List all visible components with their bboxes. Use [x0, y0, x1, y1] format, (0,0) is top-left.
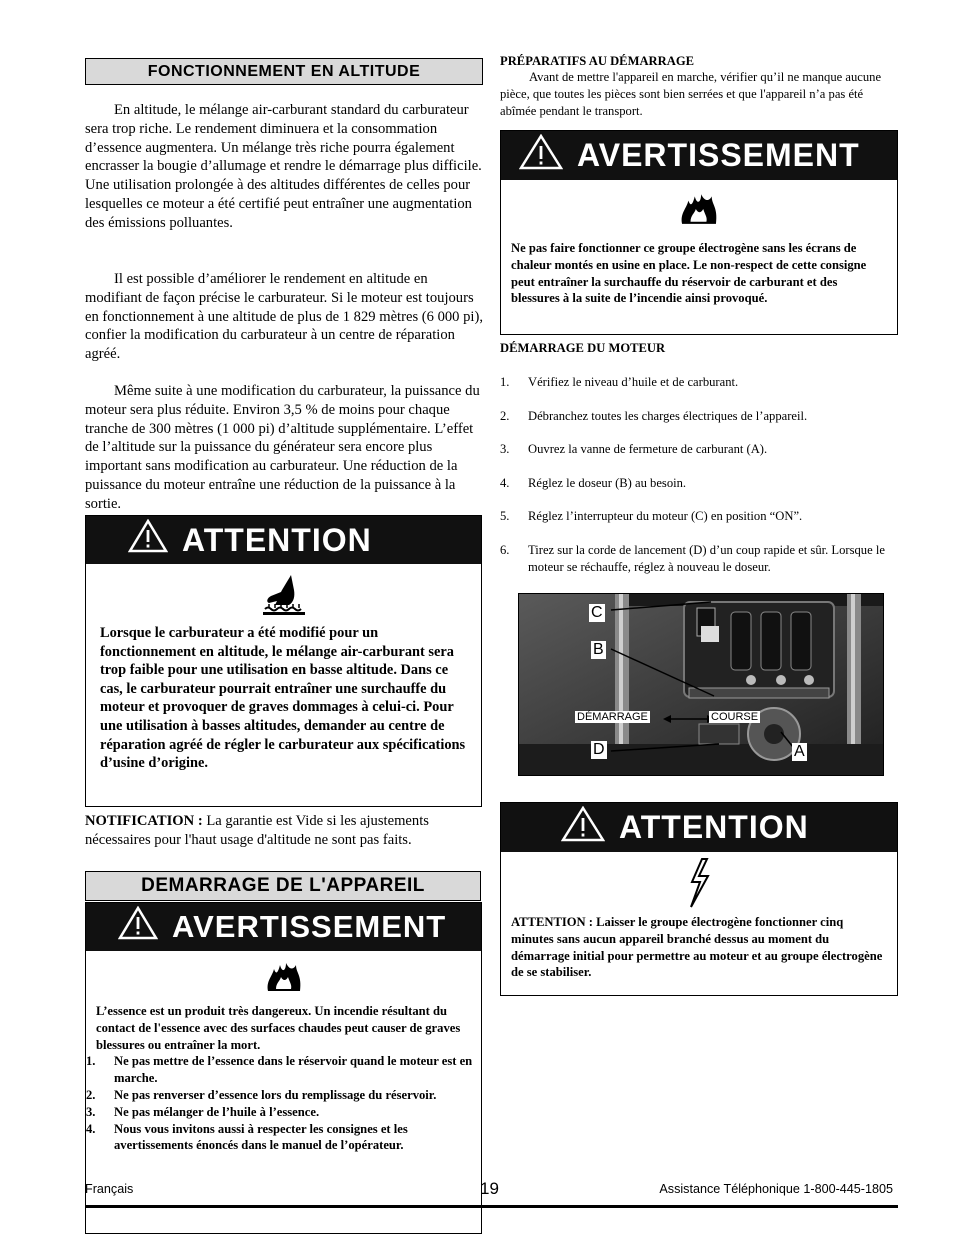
start-step-number: 4.: [500, 475, 510, 490]
attention-box-carburetor: [85, 515, 482, 807]
warning-intro-gasoline: L’essence est un produit très dangereux. Un incendie résultant du contact de l'essence avec des surfaces chaudes peut causer de graves blessures ou entraîner la mort.: [96, 1004, 461, 1052]
warning-list-item: [86, 1121, 481, 1155]
electric-shock-icon: [501, 858, 897, 908]
footer-support-phone: Assistance Téléphonique 1-800-445-1805: [659, 1182, 893, 1196]
warning-banner-right: [501, 131, 897, 180]
warning-triangle-icon: [561, 806, 605, 850]
notification: [85, 812, 483, 850]
start-step-text: Ouvrez la vanne de fermeture de carburant (A).: [528, 442, 768, 456]
start-step: [500, 475, 898, 492]
prep-heading: PRÉPARATIFS AU DÉMARRAGE: [500, 54, 695, 68]
start-step-number: 2.: [500, 408, 510, 423]
start-step: [500, 508, 898, 525]
fire-icon: [501, 190, 897, 226]
start-step: [500, 408, 898, 425]
notification-label: NOTIFICATION :: [85, 813, 203, 829]
warning-title-right: AVERTISSEMENT: [577, 137, 860, 173]
start-step-text: Vérifiez le niveau d’huile et de carburant.: [528, 375, 739, 389]
warning-list-text: Nous vous invitons aussi à respecter les consignes et les avertissements énoncés dans le manuel de l’opérateur.: [114, 1121, 408, 1153]
left-column: [85, 58, 483, 1153]
warning-list-text: Ne pas renverser d’essence lors du remplissage du réservoir.: [114, 1087, 437, 1102]
attention-text-warmup: ATTENTION : Laisser le groupe électrogène fonctionner cinq minutes sans aucun appareil branché dessus au moment du démarrage initial pour permettre au moteur et au groupe électrogène de se stabiliser.: [511, 915, 883, 980]
warning-list-number: 2.: [86, 1087, 96, 1102]
start-step-text: Réglez l’interrupteur du moteur (C) en position “ON”.: [528, 509, 803, 523]
warning-text-heat-shield: Ne pas faire fonctionner ce groupe électrogène sans les écrans de chaleur montés en usine en place. Le non-respect de cette consigne peut entraîner la surchauffe du réservoir de carburant et des blessures à la suite de l’incendie ainsi provoqué.: [511, 241, 867, 306]
altitude-paragraph-3: Même suite à une modification du carburateur, la puissance du moteur sera plus réduite. Environ 3,5 % de moins pour chaque tranche de 300 mètres (1 000 pi) d’altitude supplémentaire. L’effet de l’altitude sur la puissance du générateur sera encore plus important sans modification au carburateur. Une réduction de la puissance du moteur entraîne une réduction de la puissance à la sortie.: [85, 383, 480, 512]
start-step-number: 5.: [500, 509, 510, 523]
startup-section-header: DEMARRAGE DE L'APPAREIL: [85, 871, 481, 901]
notification-text: La garantie est Vide si les ajustements nécessaires pour l'haut usage d'altitude ne sont pas faits.: [85, 813, 429, 848]
altitude-section-header: FONCTIONNEMENT EN ALTITUDE: [85, 58, 483, 85]
altitude-paragraph-1: En altitude, le mélange air-carburant standard du carburateur sera trop riche. Le rendement diminuera et la consommation d’essence augmentera. Un mélange très riche pourra également encrasser la bougie d’allumage et rendre le démarrage plus difficile. Une utilisation prolongée à des altitudes différentes de celles pour lesquelles ce moteur a été certifié peut entraîner une augmentation des émissions polluantes.: [85, 102, 482, 231]
start-step: [500, 542, 898, 576]
prep-text: Avant de mettre l'appareil en marche, vérifier qu’il ne manque aucune pièce, que toutes les pièces sont bien serrées et que l'appareil n’a pas été abîmée pendant le transport.: [500, 70, 882, 118]
start-heading: DÉMARRAGE DU MOTEUR: [500, 341, 666, 355]
start-step: [500, 374, 898, 391]
start-step-number: 3.: [500, 442, 510, 456]
warning-list-gasoline: [86, 1053, 481, 1154]
photo-label-d: D: [593, 741, 605, 758]
attention-banner-right: [501, 803, 897, 852]
warning-list-item: [86, 1053, 481, 1087]
attention-text-carburetor: Lorsque le carburateur a été modifié pour un fonctionnement en altitude, le mélange air-carburant sera trop faible pour une utilisation en basse altitude. Dans ce cas, le carburateur pourrait entraîner une surchauffe du moteur et provoquer de graves dommages à celui-ci. Pour une utilisation à basses altitudes, demander au centre de réparation agréé de régler le carburateur aux spécifications d’usine d’origine.: [100, 625, 466, 772]
attention-banner: [86, 516, 481, 564]
warning-box-heat-shield: [500, 130, 898, 335]
start-steps-list: [500, 374, 898, 592]
photo-label-start: DÉMARRAGE: [577, 711, 648, 723]
photo-label-c: C: [591, 604, 603, 621]
attention-box-warmup: [500, 802, 898, 996]
photo-label-b: B: [593, 641, 604, 658]
generator-control-panel-photo: [518, 593, 884, 776]
warning-banner-left: [86, 903, 481, 951]
footer-language: Français: [85, 1182, 134, 1196]
right-column: [500, 54, 898, 980]
warning-title-left: AVERTISSEMENT: [172, 909, 447, 944]
start-step-text: Réglez le doseur (B) au besoin.: [528, 475, 687, 490]
warning-list-text: Ne pas mettre de l’essence dans le réservoir quand le moteur est en marche.: [114, 1054, 473, 1086]
warning-list-item: [86, 1104, 481, 1121]
start-step: [500, 441, 898, 458]
start-step-text: Tirez sur la corde de lancement (D) d’un coup rapide et sûr. Lorsque le moteur se réchauffe, réglez à nouveau le doseur.: [528, 542, 885, 574]
photo-label-a: A: [794, 743, 805, 760]
warning-list-item: [86, 1087, 481, 1104]
start-step-number: 6.: [500, 542, 510, 557]
warning-triangle-icon: [128, 519, 168, 561]
photo-label-run: COURSE: [711, 711, 759, 723]
warning-list-text: Ne pas mélanger de l’huile à l’essence.: [114, 1104, 320, 1119]
page-footer: [85, 1181, 898, 1208]
start-step-number: 1.: [500, 375, 510, 389]
page-number: 19: [480, 1179, 499, 1198]
altitude-paragraph-2: Il est possible d’améliorer le rendement en altitude en modifiant de façon précise le carburateur. Si le moteur est toujours en fonctionnement à une altitude de plus de 1 829 mètres (6 000 pi), confier la modification du carburateur à un centre de réparation agréé.: [85, 271, 483, 363]
warning-list-number: 3.: [86, 1104, 96, 1119]
start-step-text: Débranchez toutes les charges électriques de l’appareil.: [528, 408, 808, 423]
attention-title: ATTENTION: [182, 521, 372, 558]
attention-title-right: ATTENTION: [619, 809, 809, 845]
warning-triangle-icon: [118, 906, 158, 948]
warning-triangle-icon: [519, 134, 563, 178]
fire-icon: [86, 959, 481, 993]
warning-list-number: 1.: [86, 1054, 96, 1069]
warning-list-number: 4.: [86, 1121, 96, 1136]
hot-surface-icon: [86, 572, 481, 618]
